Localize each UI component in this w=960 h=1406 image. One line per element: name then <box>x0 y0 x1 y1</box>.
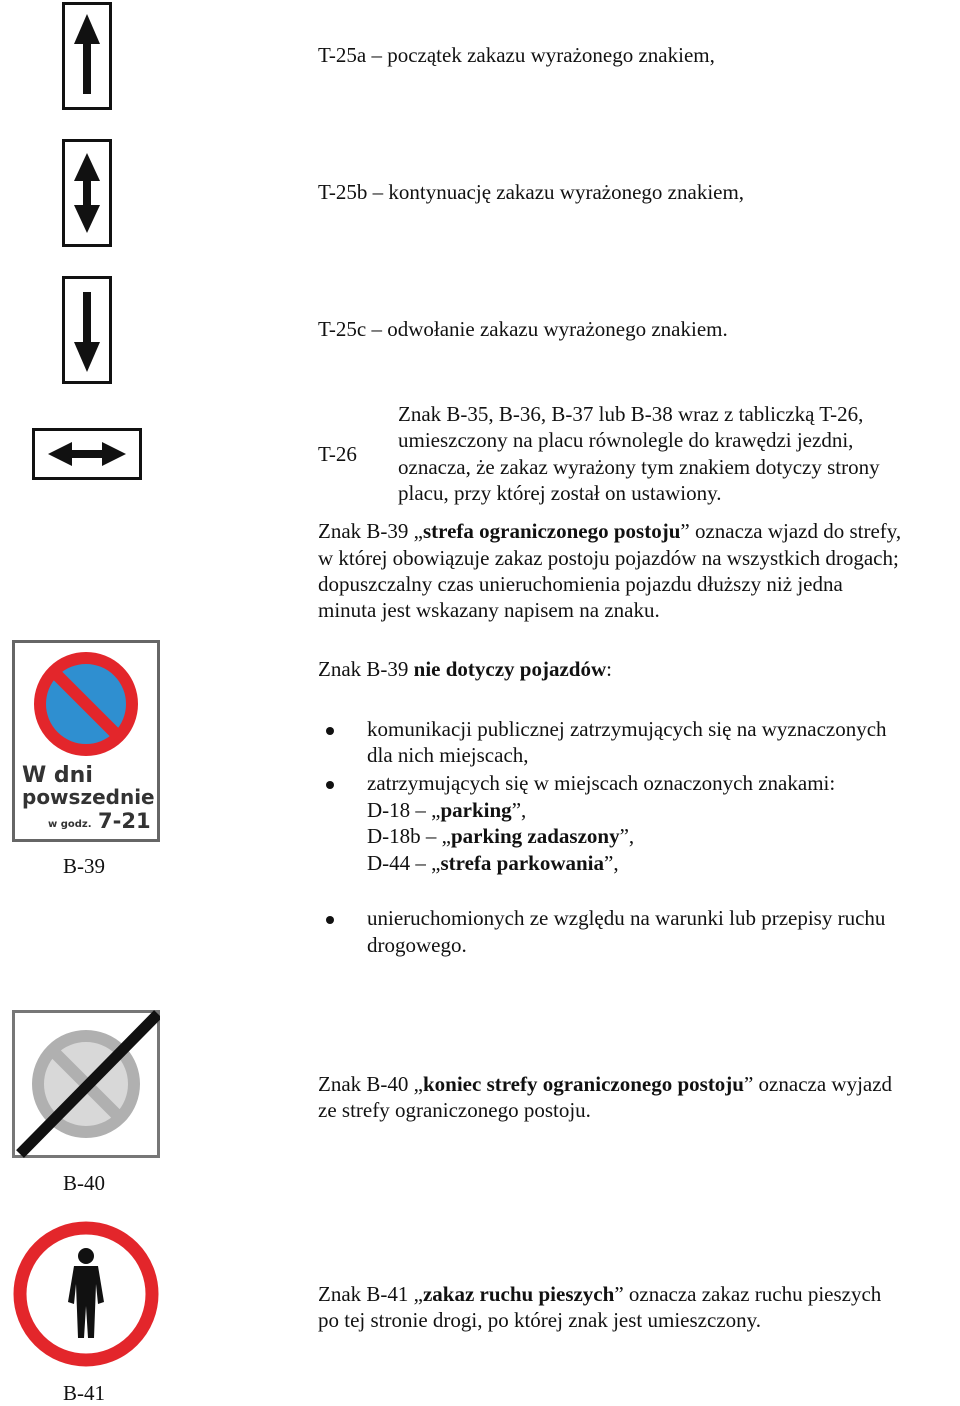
d18-prefix: D-18 – „ <box>367 798 441 822</box>
b41-caption: B-41 <box>63 1381 105 1405</box>
t25b-text: T-25b – kontynuację zakazu wyrażonego znakiem, <box>318 180 745 204</box>
b39-not-apply <box>318 656 612 682</box>
b39-para-line-3: dopuszczalny czas unieruchomienia pojazdu dłuższy niż jedna <box>318 572 843 596</box>
t25a-text: T-25a – początek zakazu wyrażonego znakiem, <box>318 43 715 67</box>
d18b-bold: parking zadaszony <box>450 824 620 848</box>
b40-line-2: ze strefy ograniczonego postoju. <box>318 1098 591 1122</box>
b39-sign-text-1: W dni <box>22 763 93 788</box>
b40-caption: B-40 <box>63 1171 105 1195</box>
bullet-2-d18b <box>367 823 634 849</box>
d18b-prefix: D-18b – „ <box>367 824 451 848</box>
b39-para-line-1 <box>318 518 901 544</box>
b40-prefix: Znak B-40 „ <box>318 1072 423 1096</box>
d44-suffix: ”, <box>604 851 619 875</box>
b39-sign-text-3b: 7-21 <box>98 809 151 833</box>
d44-prefix: D-44 – „ <box>367 851 441 875</box>
b39-para-prefix: Znak B-39 „ <box>318 519 423 543</box>
b39-name-bold: strefa ograniczonego postoju <box>422 519 681 543</box>
sign-b39-restricted-parking-zone-icon <box>12 640 160 842</box>
t26-line-4: placu, przy której został on ustawiony. <box>398 481 722 505</box>
b40-suffix: ” oznacza wyjazd <box>743 1072 893 1096</box>
b39-sign-text-2: powszednie <box>22 785 155 809</box>
b41-name-bold: zakaz ruchu pieszych <box>422 1282 615 1306</box>
b41-prefix: Znak B-41 „ <box>318 1282 423 1306</box>
d18-suffix: ”, <box>511 798 527 822</box>
bullet-2-d18 <box>367 797 526 823</box>
t26-line-2: umieszczony na placu równolegle do krawędzi jezdni, <box>398 428 854 452</box>
bullet-dot <box>326 781 334 789</box>
d44-bold: strefa parkowania <box>440 851 605 875</box>
b40-line-1 <box>318 1071 892 1097</box>
d18-bold: parking <box>440 798 512 822</box>
b39-para-line-2: w której obowiązuje zakaz postoju pojazdów na wszystkich drogach; <box>318 546 899 570</box>
b39-caption: B-39 <box>63 854 105 878</box>
bullet-2-d44 <box>367 850 619 876</box>
b39-para-suffix: ” oznacza wjazd do strefy, <box>680 519 902 543</box>
t26-label: T-26 <box>318 442 357 466</box>
t26-line-1: Znak B-35, B-36, B-37 lub B-38 wraz z tabliczką T-26, <box>398 402 864 426</box>
b39-not-apply-prefix: Znak B-39 <box>318 657 414 681</box>
bullet-1-line-2: dla nich miejscach, <box>367 743 529 767</box>
b41-line-2: po tej stronie drogi, po której znak jest umieszczony. <box>318 1308 762 1332</box>
b39-sign-text-3a: w godz. <box>48 819 92 830</box>
b39-para-line-4: minuta jest wskazany napisem na znaku. <box>318 598 660 622</box>
b40-name-bold: koniec strefy ograniczonego postoju <box>422 1072 744 1096</box>
sign-t25b-double-arrow-icon <box>62 139 112 247</box>
sign-b40-end-restricted-parking-zone-icon <box>12 1010 160 1158</box>
sign-t26-horizontal-arrow-icon <box>32 428 142 480</box>
bullet-dot <box>326 916 334 924</box>
t26-line-3: oznacza, że zakaz wyrażony tym znakiem dotyczy strony <box>398 455 880 479</box>
bullet-dot <box>326 727 334 735</box>
bullet-3-line-1: unieruchomionych ze względu na warunki lub przepisy ruchu <box>367 906 886 930</box>
b39-not-apply-suffix: : <box>606 657 612 681</box>
b41-line-1 <box>318 1281 881 1307</box>
sign-t25a-up-arrow-icon <box>62 2 112 110</box>
sign-b41-no-pedestrians-icon <box>12 1220 160 1368</box>
bullet-3-line-2: drogowego. <box>367 933 467 957</box>
sign-t25c-down-arrow-icon <box>62 276 112 384</box>
b39-not-apply-bold: nie dotyczy pojazdów <box>413 657 607 681</box>
d18b-suffix: ”, <box>619 824 635 848</box>
bullet-2-line-1: zatrzymujących się w miejscach oznaczonych znakami: <box>367 771 836 795</box>
b41-suffix: ” oznacza zakaz ruchu pieszych <box>614 1282 882 1306</box>
bullet-1-line-1: komunikacji publicznej zatrzymujących się na wyznaczonych <box>367 717 887 741</box>
t25c-text: T-25c – odwołanie zakazu wyrażonego znakiem. <box>318 317 728 341</box>
